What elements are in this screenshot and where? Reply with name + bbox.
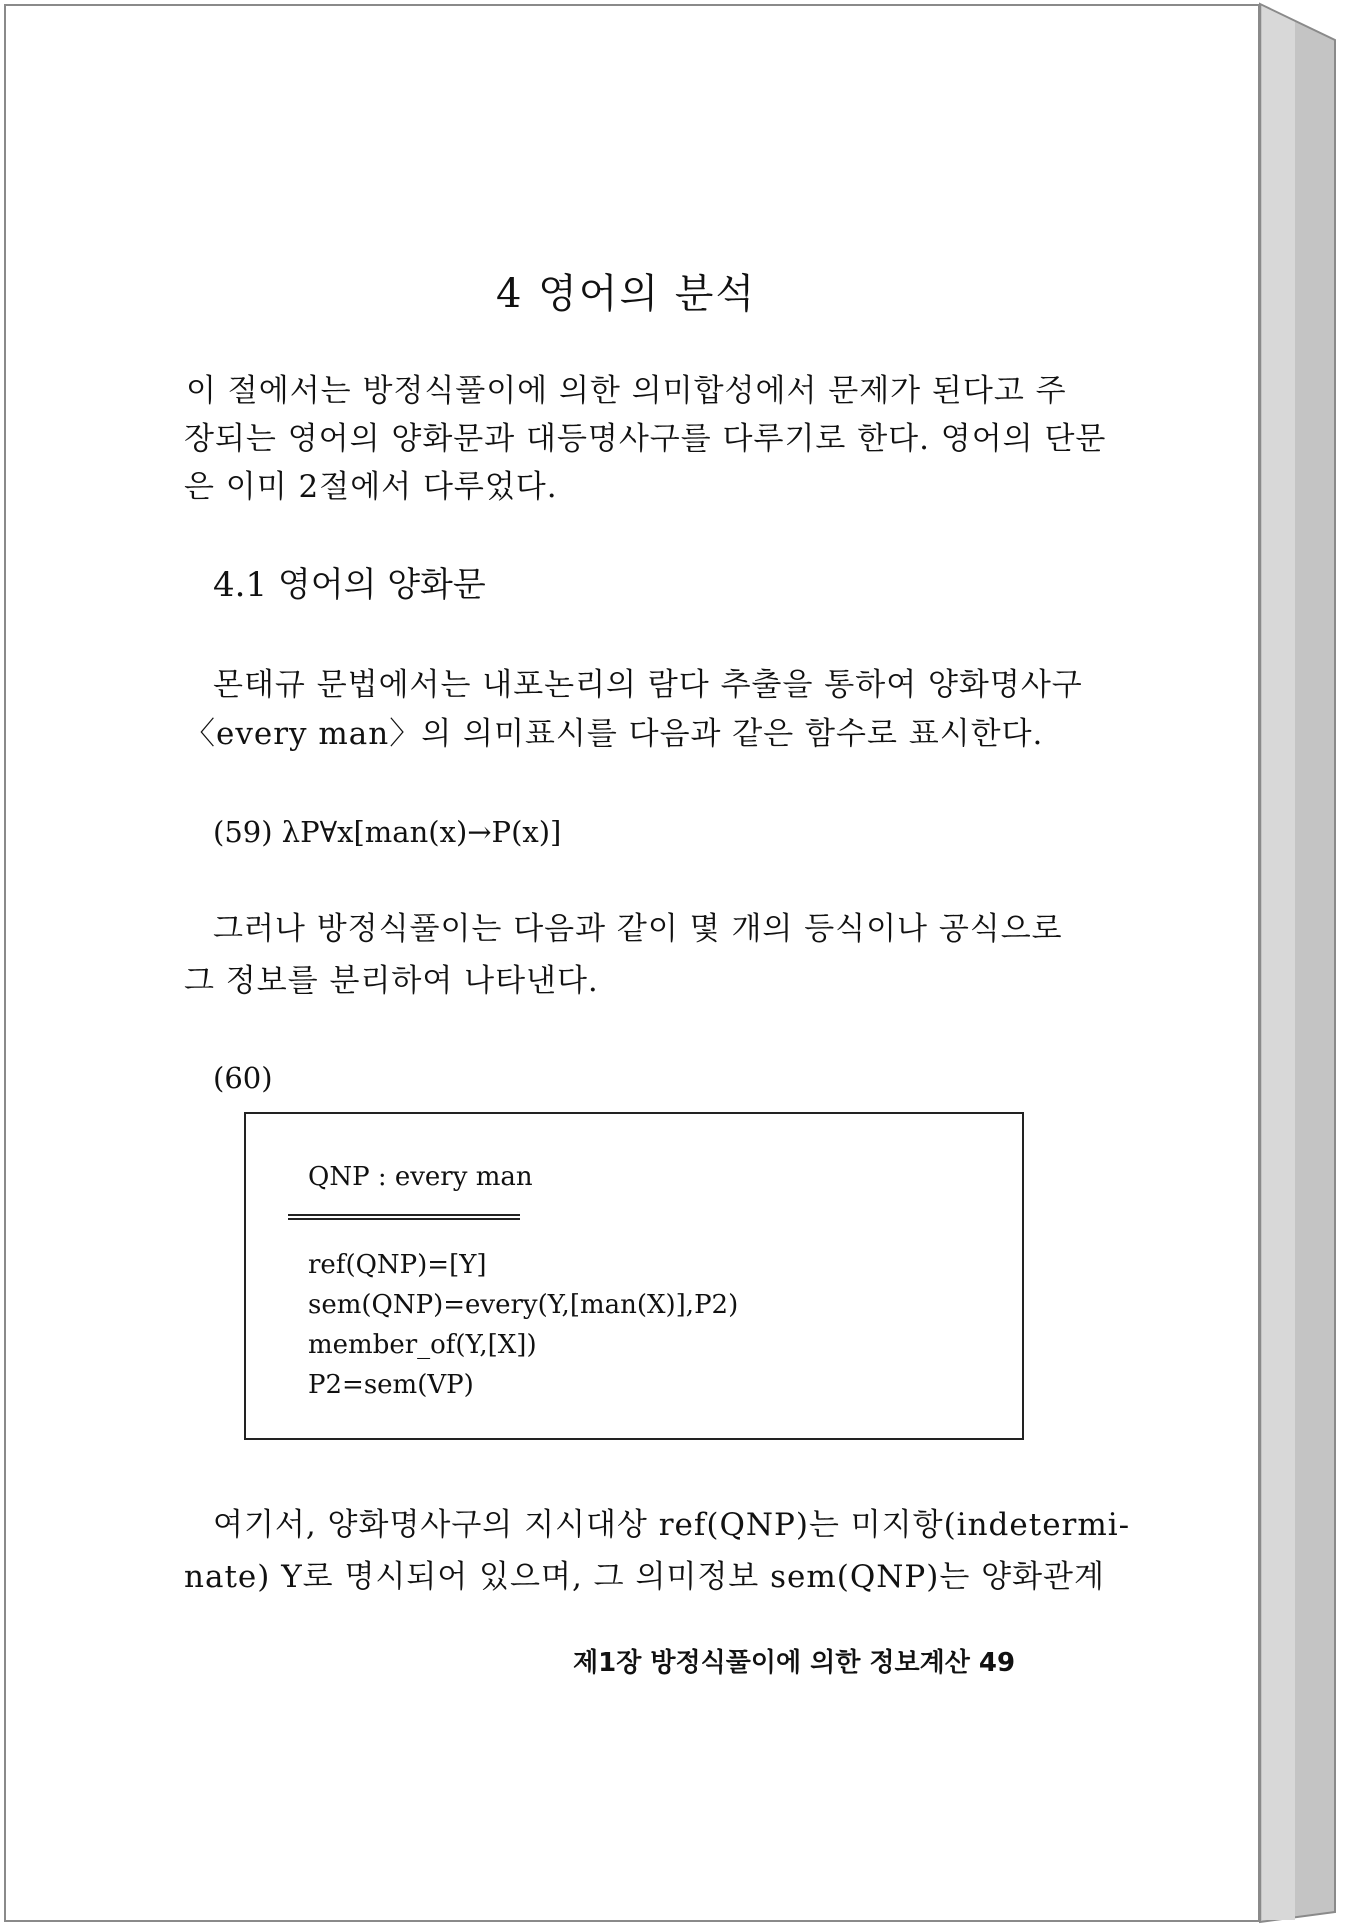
page-footer: 제1장 방정식풀이에 의한 정보계산 49 (573, 1648, 1016, 1678)
box-line-member: member_of(Y,[X]) (308, 1330, 537, 1360)
section-title: 4.1 영어의 양화문 (213, 565, 486, 605)
box-header: QNP : every man (308, 1162, 533, 1192)
box-line-ref: ref(QNP)=[Y] (308, 1250, 487, 1280)
example-59: (59) λP∀x[man(x)→P(x)] (213, 815, 562, 849)
para2-line-2: 그 정보를 분리하여 나타낸다. (184, 963, 599, 999)
intro-line-1: 이 절에서는 방정식풀이에 의한 의미합성에서 문제가 된다고 주 (186, 373, 1067, 409)
para2-line-1: 그러나 방정식풀이는 다음과 같이 몇 개의 등식이나 공식으로 (213, 911, 1063, 947)
double-rule (288, 1214, 520, 1220)
document-page (4, 4, 1260, 1922)
intro-line-3: 은 이미 2절에서 다루었다. (184, 469, 558, 505)
chapter-title: 4 영어의 분석 (496, 271, 757, 317)
para3-line-2: nate) Y로 명시되어 있으며, 그 의미정보 sem(QNP)는 양화관계 (184, 1559, 1105, 1595)
example-60-box (244, 1112, 1024, 1440)
example-60-label: (60) (213, 1061, 273, 1095)
intro-line-2: 장되는 영어의 양화문과 대등명사구를 다루기로 한다. 영어의 단문 (184, 421, 1107, 457)
box-line-sem: sem(QNP)=every(Y,[man(X)],P2) (308, 1290, 739, 1320)
para3-line-1: 여기서, 양화명사구의 지시대상 ref(QNP)는 미지항(indetermi- (213, 1507, 1131, 1543)
box-line-p2: P2=sem(VP) (308, 1370, 474, 1400)
para1-line-1: 몬태규 문법에서는 내포논리의 람다 추출을 통하여 양화명사구 (213, 667, 1083, 703)
para1-line-2: 〈every man〉의 의미표시를 다음과 같은 함수로 표시한다. (184, 716, 1044, 752)
